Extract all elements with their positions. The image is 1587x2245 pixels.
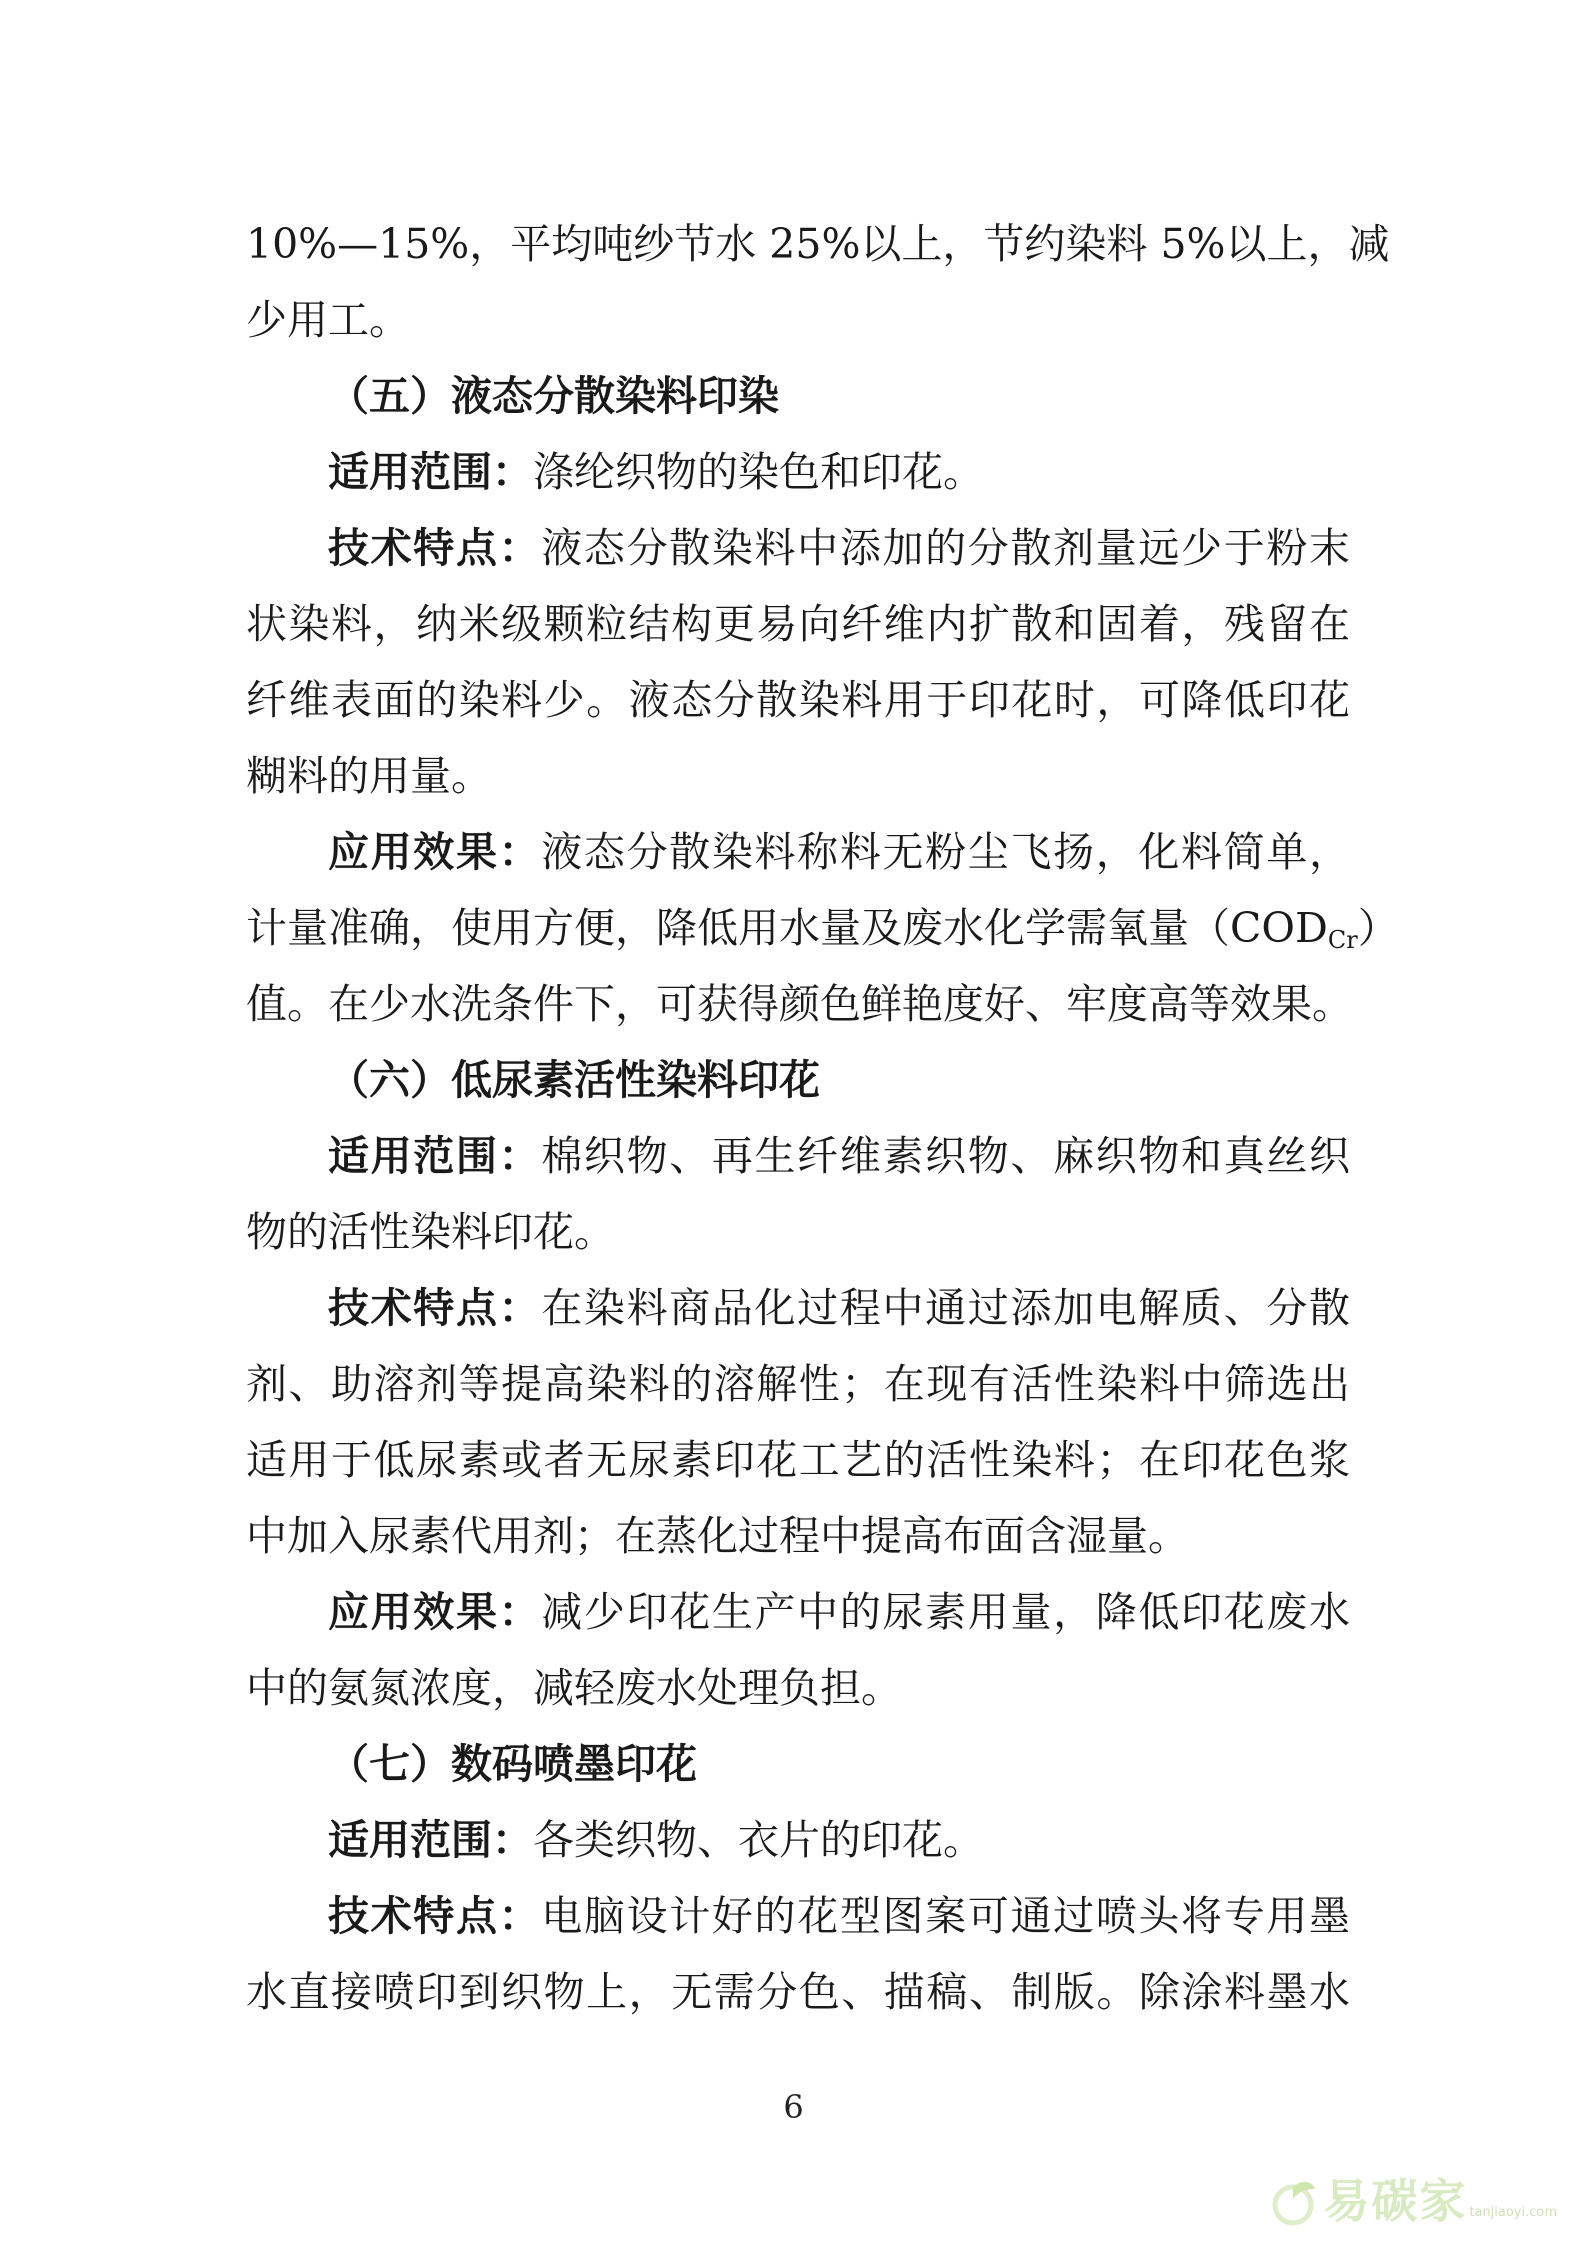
- leaf-logo-icon: [1267, 2175, 1319, 2227]
- field-label: 适用范围：: [328, 1132, 542, 1180]
- paragraph-line: [246, 1574, 1350, 1650]
- field-text: 棉织物、再生纤维素织物、麻织物和真丝织: [541, 1132, 1351, 1180]
- paragraph-line: 水直接喷印到织物上，无需分色、描稿、制版。除涂料墨水: [246, 1968, 1350, 2016]
- field-label: 技术特点：: [328, 1892, 542, 1940]
- paragraph-line: 适用于低尿素或者无尿素印花工艺的活性染料；在印花色浆: [246, 1436, 1350, 1484]
- paragraph-line: 值。在少水洗条件下，可获得颜色鲜艳度好、牢度高等效果。: [246, 980, 1353, 1028]
- paragraph-line: [246, 510, 1350, 586]
- paragraph-line: [246, 1802, 1350, 1878]
- closing-paren: ）: [1357, 904, 1399, 952]
- paragraph-line: [246, 890, 1399, 966]
- paragraph-line: 10%—15%，平均吨纱节水 25%以上，节约染料 5%以上，减: [246, 220, 1390, 268]
- paragraph-line: 少用工。: [246, 296, 410, 344]
- paragraph-line: [246, 1118, 1350, 1194]
- paragraph-line: [246, 814, 1350, 890]
- field-label: 适用范围：: [328, 1816, 533, 1864]
- watermark-domain: tanjiaoyi.com: [1469, 2205, 1557, 2220]
- field-text: 各类织物、衣片的印花。: [533, 1816, 984, 1864]
- paragraph-line: [246, 1270, 1350, 1346]
- paragraph-line: 纤维表面的染料少。液态分散染料用于印花时，可降低印花: [246, 676, 1350, 724]
- paragraph-line: 中的氨氮浓度，减轻废水处理负担。: [246, 1664, 902, 1712]
- field-label: 适用范围：: [328, 448, 533, 496]
- field-text: 在染料商品化过程中通过添加电解质、分散: [541, 1284, 1351, 1332]
- field-text: 液态分散染料中添加的分散剂量远少于粉末: [541, 524, 1351, 572]
- field-label: 应用效果：: [328, 1588, 542, 1636]
- section-heading: （六）低尿素活性染料印花: [328, 1056, 820, 1104]
- field-text: 液态分散染料称料无粉尘飞扬，化料简单，: [541, 828, 1351, 876]
- field-label: 技术特点：: [328, 524, 542, 572]
- paragraph-line: 中加入尿素代用剂；在蒸化过程中提高布面含湿量。: [246, 1512, 1189, 1560]
- paragraph-line: [246, 1878, 1350, 1954]
- document-body: [246, 206, 1399, 2030]
- field-text: 电脑设计好的花型图案可通过喷头将专用墨: [541, 1892, 1351, 1940]
- paragraph-line: 剂、助溶剂等提高染料的溶解性；在现有活性染料中筛选出: [246, 1360, 1350, 1408]
- field-label: 应用效果：: [328, 828, 542, 876]
- watermark-brand: 易碳家: [1323, 2174, 1468, 2228]
- subscript-text: Cr: [1327, 926, 1358, 954]
- section-heading: （五）液态分散染料印染: [328, 372, 779, 420]
- paragraph-line: 物的活性染料印花。: [246, 1208, 615, 1256]
- paragraph-line: [246, 434, 1350, 510]
- watermark: [1267, 2175, 1557, 2227]
- paragraph-line: 状染料，纳米级颗粒结构更易向纤维内扩散和固着，残留在: [246, 600, 1350, 648]
- line-text: 计量准确，使用方便，降低用水量及废水化学需氧量（COD: [246, 904, 1328, 952]
- paragraph-line: 糊料的用量。: [246, 752, 492, 800]
- field-label: 技术特点：: [328, 1284, 542, 1332]
- field-text: 涤纶织物的染色和印花。: [533, 448, 984, 496]
- section-heading: （七）数码喷墨印花: [328, 1740, 697, 1788]
- field-text: 减少印花生产中的尿素用量，降低印花废水: [541, 1588, 1351, 1636]
- page-number: 6: [783, 2088, 804, 2126]
